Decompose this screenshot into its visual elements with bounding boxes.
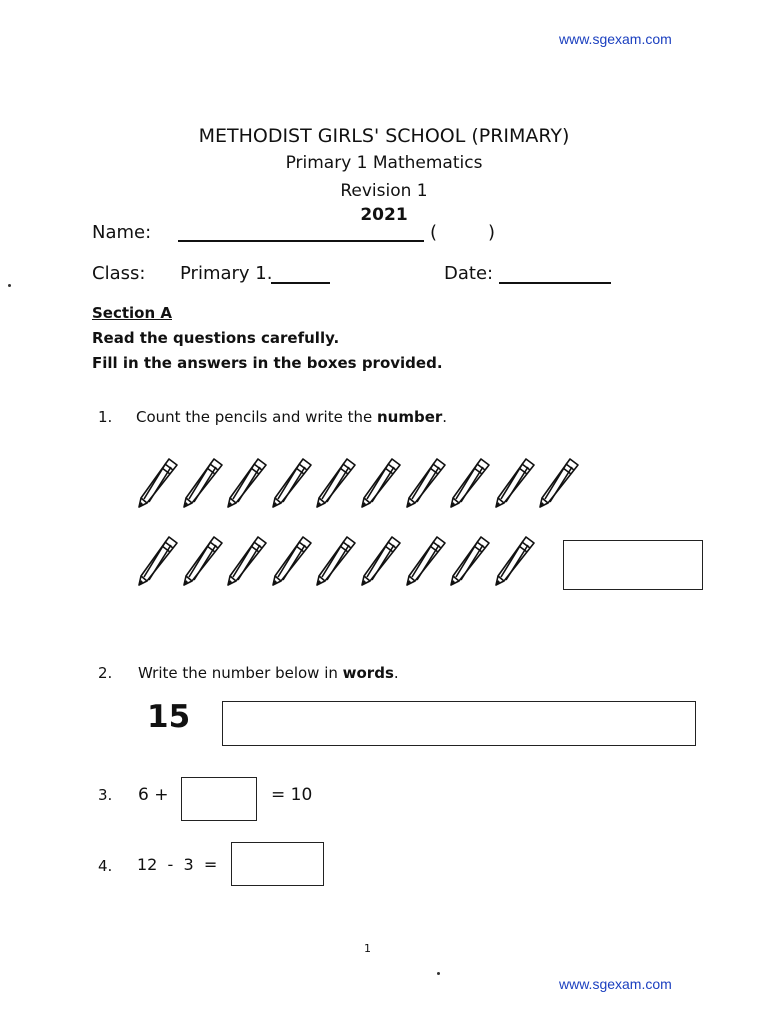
pencil-icon (447, 533, 493, 589)
q3-answer-box[interactable] (181, 777, 257, 821)
q1-number: 1. (98, 408, 113, 426)
pencil-icon (492, 455, 538, 511)
page-number: 1 (364, 942, 371, 955)
pencil-icon (269, 533, 315, 589)
q2-value: 15 (147, 699, 191, 735)
q3-left: 6 + (138, 785, 169, 805)
pencil-icon (492, 533, 538, 589)
q2-answer-box[interactable] (222, 701, 696, 746)
q1-text-end: . (442, 408, 448, 426)
pencil-icon (358, 455, 404, 511)
q1-text-bold: number (376, 408, 443, 426)
website-link-top[interactable]: www.sgexam.com (559, 31, 672, 47)
revision-title: Revision 1 (340, 181, 428, 201)
date-field[interactable] (499, 282, 611, 284)
name-field[interactable] (178, 240, 424, 242)
subject-title: Primary 1 Mathematics (285, 153, 483, 173)
name-label: Name: (92, 222, 152, 243)
scan-speck (437, 972, 440, 975)
pencil-icon (536, 455, 582, 511)
pencil-icon (403, 455, 449, 511)
q1-text-main: Count the pencils and write the (136, 408, 377, 426)
class-label: Class: (92, 263, 146, 284)
q2-text-bold: words (342, 664, 394, 682)
pencil-icon (313, 455, 359, 511)
q3-right: = 10 (271, 785, 313, 805)
school-title: METHODIST GIRLS' SCHOOL (PRIMARY) (198, 125, 570, 147)
pencil-icon (403, 533, 449, 589)
pencil-icon (269, 455, 315, 511)
pencil-icon (135, 533, 181, 589)
section-title: Section A (92, 304, 172, 322)
index-paren-close: ) (488, 222, 496, 243)
class-field[interactable] (271, 282, 330, 284)
class-prefix: Primary 1. (180, 263, 273, 284)
scan-speck (8, 284, 11, 287)
pencil-icon (180, 533, 226, 589)
instruction-2: Fill in the answers in the boxes provided. (92, 354, 443, 372)
q1-answer-box[interactable] (563, 540, 703, 590)
pencil-icon (180, 455, 226, 511)
q4-number: 4. (98, 857, 113, 875)
q2-text (138, 664, 399, 682)
pencil-icon (224, 533, 270, 589)
q1-text (136, 408, 447, 426)
q3-number: 3. (98, 786, 113, 804)
website-link-bottom[interactable]: www.sgexam.com (559, 976, 672, 992)
q4-left: 12 - 3 = (137, 855, 218, 874)
pencil-icon (447, 455, 493, 511)
index-paren-open: ( (430, 222, 438, 243)
q2-number: 2. (98, 664, 113, 682)
pencil-icon (358, 533, 404, 589)
year-title: 2021 (360, 205, 408, 225)
q2-text-main: Write the number below in (138, 664, 343, 682)
pencil-icon (135, 455, 181, 511)
instruction-1: Read the questions carefully. (92, 329, 340, 347)
q4-answer-box[interactable] (231, 842, 324, 886)
pencil-icon (313, 533, 359, 589)
pencil-icon (224, 455, 270, 511)
q2-text-end: . (393, 664, 399, 682)
date-label: Date: (444, 263, 494, 284)
